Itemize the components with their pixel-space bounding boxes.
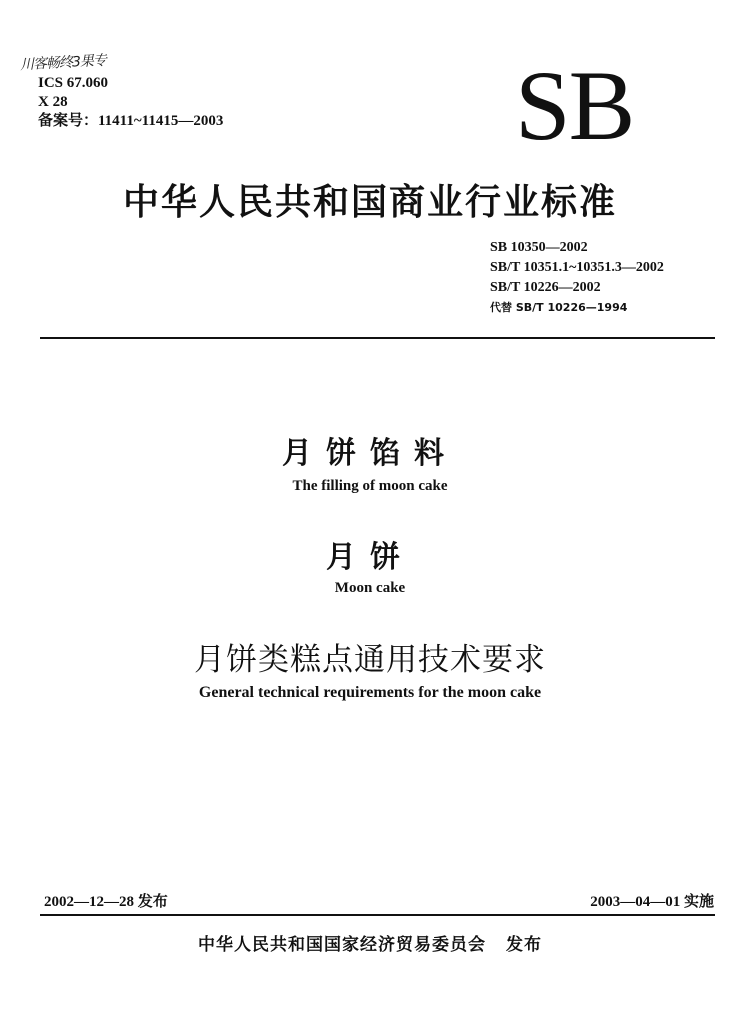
classification-code: X 28 xyxy=(38,94,68,110)
standard-body-title: 中华人民共和国商业行业标准 xyxy=(122,182,617,223)
issuer-name: 中华人民共和国国家经济贸易委员会 xyxy=(198,935,486,955)
title-en-filling: The filling of moon cake xyxy=(292,478,448,494)
effective-date: 2003—04—01 实施 xyxy=(590,894,714,910)
standard-code: SB/T 10226—2002 xyxy=(490,280,601,295)
release-date: 2002—12—28 发布 xyxy=(44,894,168,910)
standard-codes xyxy=(490,238,664,318)
header-metadata xyxy=(38,74,223,131)
ics-code: ICS 67.060 xyxy=(38,75,109,91)
issuer-action: 发布 xyxy=(506,935,542,955)
issuer-line xyxy=(0,930,740,955)
title-en-general-requirements: General technical requirements for the moon cake xyxy=(198,684,542,701)
title-en-mooncake: Moon cake xyxy=(334,580,406,596)
replaces-note: 代替 SB/T 10226—1994 xyxy=(490,301,628,314)
title-cn-mooncake: 月饼 xyxy=(326,540,414,575)
sb-logo: SB xyxy=(515,50,634,161)
filing-number: 备案号：11411~11415—2003 xyxy=(38,113,224,129)
title-cn-general-requirements: 月饼类糕点通用技术要求 xyxy=(194,642,546,678)
standard-code: SB/T 10351.1~10351.3—2002 xyxy=(490,260,664,275)
standard-code: SB 10350—2002 xyxy=(490,240,588,255)
handwritten-note: 川客畅终3果专 xyxy=(19,52,107,74)
bottom-divider xyxy=(40,914,715,916)
title-cn-filling: 月饼馅料 xyxy=(282,436,458,471)
top-divider xyxy=(40,337,715,339)
